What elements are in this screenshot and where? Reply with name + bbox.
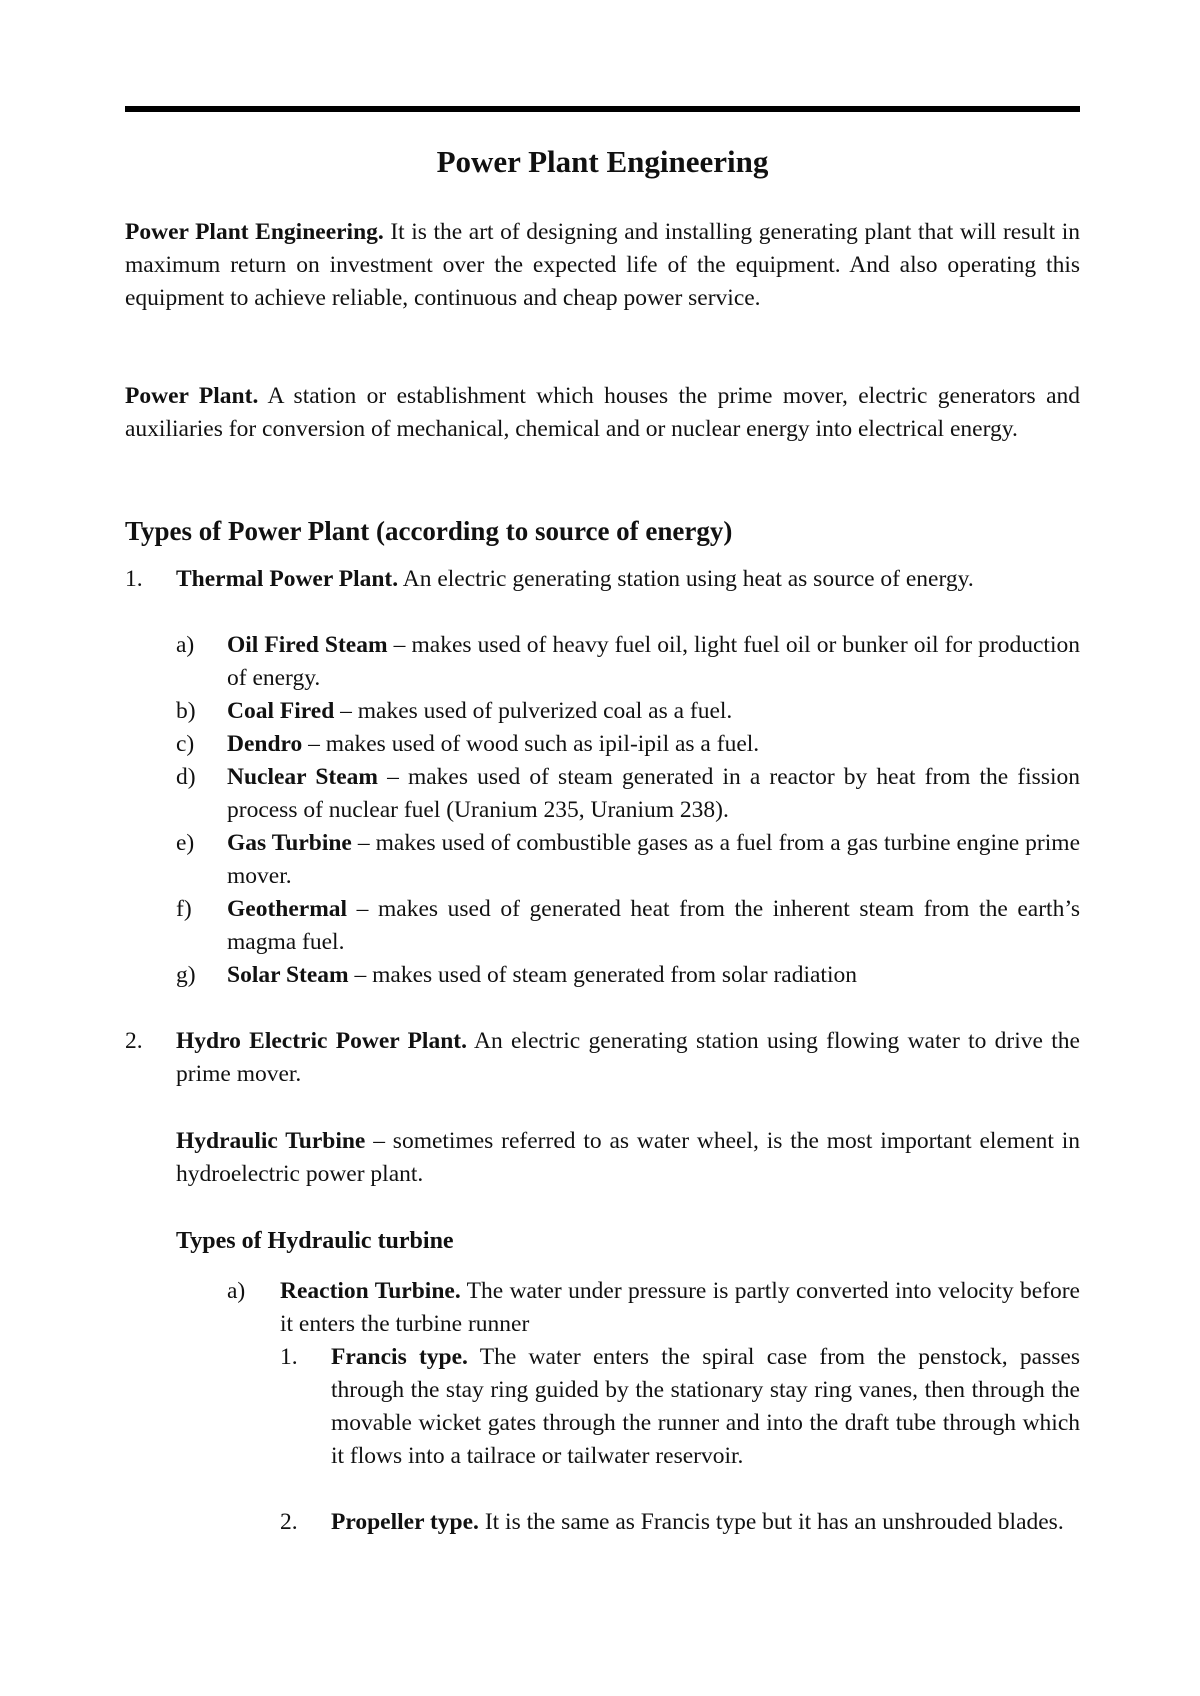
definition-term: Power Plant. bbox=[125, 383, 259, 409]
item-text: An electric generating station using flowing water to drive the prime mover. bbox=[176, 1028, 1080, 1087]
item-term: Nuclear Steam bbox=[227, 764, 378, 790]
hydraulic-turbine-types-heading: Types of Hydraulic turbine bbox=[176, 1228, 454, 1254]
definition-text: It is the art of designing and installing generating plant that will result in maximum return on investment over the expected life of the equipment. And also operating this equipment to achieve reliable, continuous and cheap power service. bbox=[125, 219, 1080, 311]
item-text: An electric generating station using heat as source of energy. bbox=[398, 566, 974, 592]
list-item bbox=[227, 629, 1080, 695]
item-text: It is the same as Francis type but it has an unshrouded blades. bbox=[478, 1509, 1064, 1535]
list-item bbox=[227, 959, 1080, 992]
reaction-turbine bbox=[280, 1275, 1080, 1341]
sub-label: e) bbox=[176, 830, 195, 856]
item-term: Solar Steam bbox=[227, 962, 349, 988]
item-term: Reaction Turbine. bbox=[280, 1278, 461, 1304]
item-term: Coal Fired bbox=[227, 698, 335, 724]
sub-label: a) bbox=[176, 632, 195, 658]
item-term: Hydraulic Turbine bbox=[176, 1128, 366, 1154]
propeller-type bbox=[331, 1506, 1080, 1539]
item-term: Hydro Electric Power Plant. bbox=[176, 1028, 467, 1054]
item-text: – makes used of steam generated in a reactor by heat from the fission process of nuclear fuel (Uranium 235, Uranium 238). bbox=[227, 764, 1080, 823]
sub-label: c) bbox=[176, 731, 195, 757]
list-number: 2. bbox=[125, 1028, 143, 1054]
sub-label: g) bbox=[176, 962, 196, 988]
header-rule bbox=[125, 106, 1080, 112]
item-text: – makes used of combustible gases as a fuel from a gas turbine engine prime mover. bbox=[227, 830, 1080, 889]
list-item bbox=[227, 827, 1080, 893]
list-item bbox=[227, 761, 1080, 827]
item-term: Francis type. bbox=[331, 1344, 468, 1370]
thermal-power-plant bbox=[176, 563, 1080, 596]
hydro-electric-power-plant bbox=[176, 1025, 1080, 1091]
sub-label: a) bbox=[227, 1278, 246, 1304]
sub-label: d) bbox=[176, 764, 196, 790]
item-term: Oil Fired Steam bbox=[227, 632, 388, 658]
item-text: – makes used of heavy fuel oil, light fuel oil or bunker oil for production of energy. bbox=[227, 632, 1080, 691]
francis-type bbox=[331, 1341, 1080, 1473]
definition-term: Power Plant Engineering. bbox=[125, 219, 384, 245]
item-term: Thermal Power Plant. bbox=[176, 566, 399, 592]
list-item bbox=[227, 728, 1080, 761]
item-term: Dendro bbox=[227, 731, 303, 757]
sub-label: f) bbox=[176, 896, 192, 922]
item-text: The water under pressure is partly converted into velocity before it enters the turbine runner bbox=[280, 1278, 1080, 1337]
item-text: – sometimes referred to as water wheel, is the most important element in hydroelectric power plant. bbox=[176, 1128, 1080, 1187]
definition-power-plant bbox=[125, 380, 1080, 446]
item-text: – makes used of generated heat from the inherent steam from the earth’s magma fuel. bbox=[227, 896, 1080, 955]
list-item bbox=[227, 893, 1080, 959]
item-term: Gas Turbine bbox=[227, 830, 352, 856]
hydraulic-turbine-definition bbox=[176, 1125, 1080, 1191]
page-title: Power Plant Engineering bbox=[436, 144, 769, 179]
list-item bbox=[227, 695, 1080, 728]
item-term: Geothermal bbox=[227, 896, 348, 922]
list-number: 1. bbox=[280, 1344, 298, 1370]
list-number: 1. bbox=[125, 566, 143, 592]
item-term: Propeller type. bbox=[331, 1509, 479, 1535]
definition-power-plant-engineering bbox=[125, 216, 1080, 315]
item-text: – makes used of pulverized coal as a fuel. bbox=[334, 698, 733, 724]
list-number: 2. bbox=[280, 1509, 298, 1535]
item-text: – makes used of wood such as ipil-ipil as a fuel. bbox=[302, 731, 760, 757]
item-text: – makes used of steam generated from solar radiation bbox=[348, 962, 857, 988]
types-heading: Types of Power Plant (according to source of energy) bbox=[125, 516, 733, 546]
sub-label: b) bbox=[176, 698, 196, 724]
item-text: The water enters the spiral case from the penstock, passes through the stay ring guided by the stationary stay ring vanes, then through the movable wicket gates through the runner and into the draft tube through which it flows into a tailrace or tailwater reservoir. bbox=[331, 1344, 1080, 1469]
definition-text: A station or establishment which houses the prime mover, electric generators and auxiliaries for conversion of mechanical, chemical and or nuclear energy into electrical energy. bbox=[125, 383, 1081, 442]
